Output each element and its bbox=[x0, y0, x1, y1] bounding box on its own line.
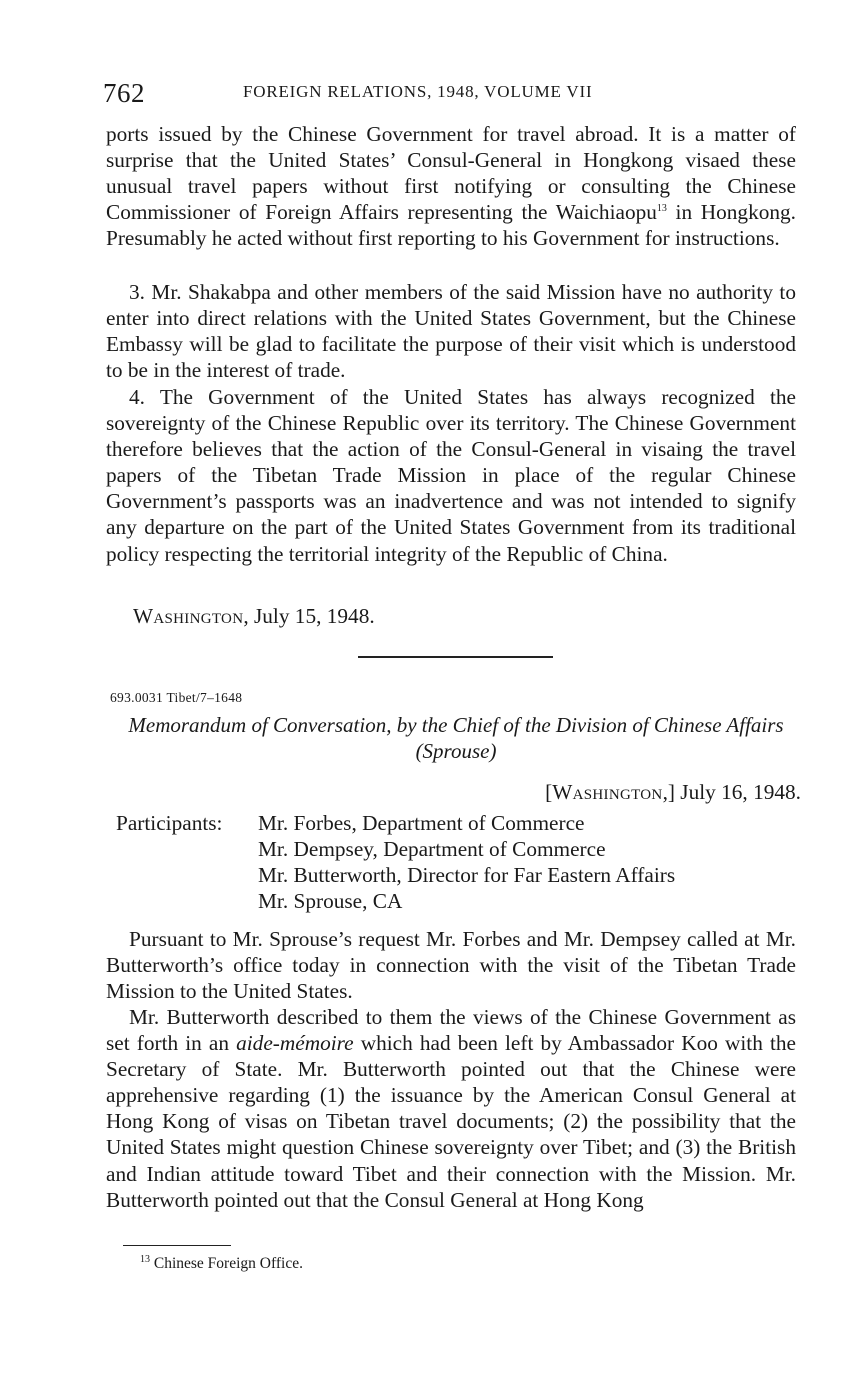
numbered-paragraph-4: 4. The Government of the United States has always recognized the sovereignty of the Chinese Republic over its territory. The Chinese Government therefore believes that the action of the Consul-General in visaing the travel papers of the Tibetan Trade Mission in place of the regular Chinese Government’s passports was an inadvertence and was not intended to signify any departure on the part of the United States Government from its traditional policy respecting the territorial integrity of the Republic of China. bbox=[106, 385, 796, 566]
running-head: FOREIGN RELATIONS, 1948, VOLUME VII bbox=[243, 82, 593, 101]
paragraph-text: Mr. Butterworth described to them the views of the Chinese Government as set forth in an bbox=[106, 1005, 796, 1056]
memo-date: ,] July 16, 1948. bbox=[662, 780, 801, 804]
continuation-paragraph bbox=[106, 121, 796, 251]
memo-paragraph-1: Pursuant to Mr. Sprouse’s request Mr. Forbes and Mr. Dempsey called at Mr. Butterworth’s office today in connection with the visit of the Tibetan Trade Mission to the United States. bbox=[106, 927, 796, 1004]
page-number: 762 bbox=[103, 78, 145, 108]
numbered-paragraph-3: 3. Mr. Shakabpa and other members of the said Mission have no authority to enter into direct relations with the United States Government, but the Chinese Embassy will be glad to facilitate the purpose of their visit which is understood to be in the interest of trade. bbox=[106, 280, 796, 383]
section-divider bbox=[358, 656, 553, 658]
participants-label: Participants: bbox=[116, 811, 223, 835]
italic-term: aide-mémoire bbox=[236, 1031, 354, 1056]
participant-item: Mr. Butterworth, Director for Far Eastern Affairs bbox=[258, 863, 676, 888]
signoff-dateline bbox=[133, 604, 375, 629]
signoff-date: , July 15, 1948. bbox=[243, 604, 375, 628]
page-header bbox=[103, 78, 793, 112]
file-reference: 693.0031 Tibet/7–1648 bbox=[110, 690, 243, 705]
footnote bbox=[140, 1255, 303, 1273]
paragraph-text-end: in Hongkong. Presumably he acted without first reporting to his Government for instructions. bbox=[106, 200, 796, 251]
paragraph-text-end: which had been left by Ambassador Koo with the Secretary of State. Mr. Butterworth pointed out that the Chinese were apprehensive regarding (1) the issuance by the American Consul General at Hong Kong of visas on Tibetan travel documents; (2) the possibility that the United States might question Chinese sovereignty over Tibet; and (3) the British and Indian attitude toward Tibet and their connection with the Mission. Mr. Butterworth pointed out that the Consul General at Hong Kong bbox=[106, 1031, 796, 1212]
memo-place: Washington bbox=[552, 780, 663, 804]
footnote-number: 13 bbox=[140, 1253, 150, 1265]
signoff-place: Washington bbox=[133, 604, 244, 628]
memo-dateline bbox=[545, 780, 801, 805]
footnote-reference: 13 bbox=[656, 203, 667, 215]
memo-title: Memorandum of Conversation, by the Chief of the Division of Chinese Affairs (Sprouse) bbox=[128, 713, 784, 763]
paragraph-text: ports issued by the Chinese Government for travel abroad. It is a matter of surprise that the United States’ Consul-General in Hongkong visaed these unusual travel papers without first notifying or consulting the Chinese Commissioner of Foreign Affairs representing the Waichiaopu bbox=[106, 122, 796, 225]
footnote-divider bbox=[123, 1245, 231, 1246]
participant-item: Mr. Forbes, Department of Commerce bbox=[258, 811, 585, 835]
participant-item: Mr. Sprouse, CA bbox=[258, 889, 403, 914]
participant-item: Mr. Dempsey, Department of Commerce bbox=[258, 837, 606, 862]
participants-list bbox=[258, 810, 675, 914]
date-bracket: [ bbox=[545, 780, 553, 804]
memo-paragraph-2 bbox=[106, 1004, 796, 1213]
footnote-text: Chinese Foreign Office. bbox=[150, 1255, 303, 1272]
